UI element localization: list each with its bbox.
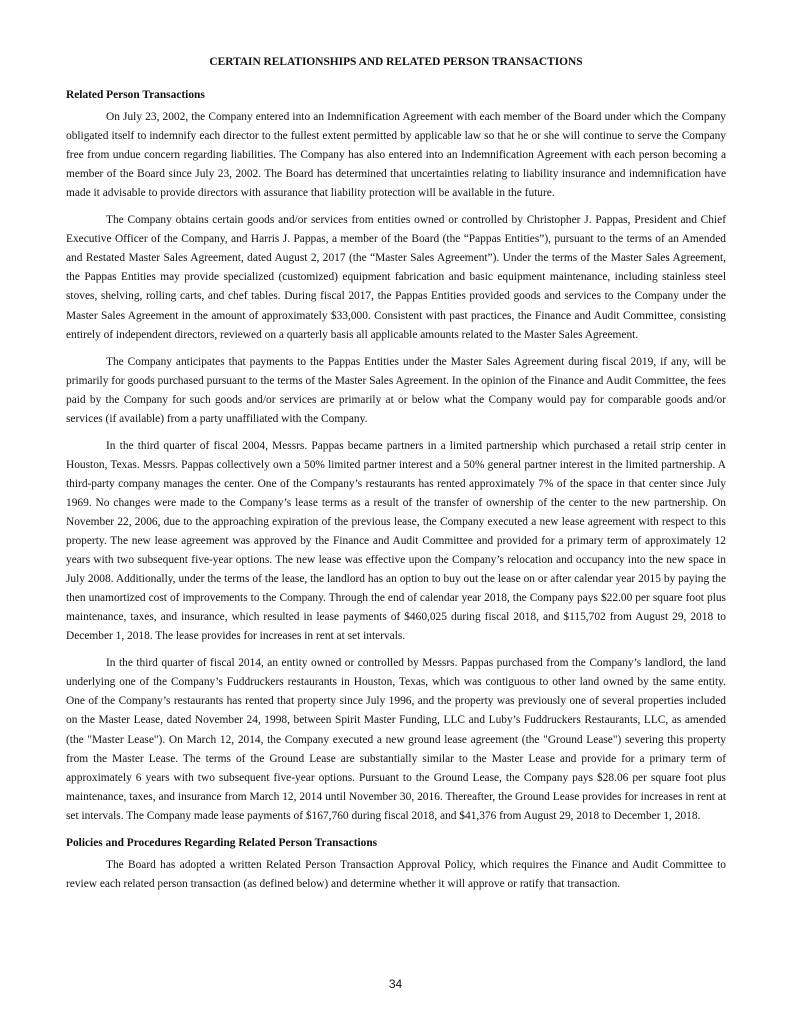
paragraph-approval-policy: The Board has adopted a written Related Person Transaction Approval Policy, which requires the Finance and Audit Committee to review each related person transaction (as defined below) and determine whether it will approve or ratify that transaction.	[66, 858, 726, 890]
page-number: 34	[388, 977, 403, 991]
paragraph-fiscal-2019-payments: The Company anticipates that payments to the Pappas Entities under the Master Sales Agreement during fiscal 2019, if any, will be primarily for goods purchased pursuant to the terms of the Master Sales Agreement. In the opinion of the Finance and Audit Committee, the fees paid by the Company for such goods and/or services are primarily at or below what the Company would pay for comparable goods and/or services (if available) from a party unaffiliated with the Company.	[66, 355, 726, 425]
section-heading-related-person-transactions: Related Person Transactions	[66, 89, 205, 101]
paragraph-indemnification: On July 23, 2002, the Company entered into an Indemnification Agreement with each member of the Board under which the Company obligated itself to indemnify each director to the fullest extent permitted by applicable law so that he or she will continue to serve the Company free from undue concern regarding liabilities. The Company has also entered into an Indemnification Agreement with each person becoming a member of the Board since July 23, 2002. The Board has determined that uncertainties relating to liability insurance and indemnification have made it advisable to provide directors with assurance that liability protection will be available in the future.	[66, 111, 726, 200]
page-title: CERTAIN RELATIONSHIPS AND RELATED PERSON TRANSACTIONS	[209, 56, 583, 68]
paragraph-ground-lease: In the third quarter of fiscal 2014, an entity owned or controlled by Messrs. Pappas purchased from the Company’s landlord, the land underlying one of the Company’s Fuddruckers restaurants in Houston, Texas, which was contiguous to other land owned by the same entity. One of the Company’s restaurants has rented that property since July 1996, and the property was previously one of several properties included on the Master Lease, dated November 24, 1998, between Spirit Master Funding, LLC and Luby’s Fuddruckers Restaurants, LLC, as amended (the "Master Lease"). On March 12, 2014, the Company executed a new ground lease agreement (the "Ground Lease") severing this property from the Master Lease. The terms of the Ground Lease are substantially similar to the Master Lease and provide for a primary term of approximately 6 years with two subsequent five-year options. Pursuant to the Ground Lease, the Company pays $28.06 per square foot plus maintenance, taxes, and insurance from March 12, 2014 until November 30, 2016. Thereafter, the Ground Lease provides for increases in rent at set intervals. The Company made lease payments of $167,760 during fiscal 2018, and $41,376 from August 29, 2018 to December 1, 2018.	[66, 657, 726, 822]
document-page	[66, 52, 726, 902]
section-heading-policies-procedures: Policies and Procedures Regarding Related Person Transactions	[66, 836, 378, 849]
paragraph-strip-center-lease: In the third quarter of fiscal 2004, Messrs. Pappas became partners in a limited partnership which purchased a retail strip center in Houston, Texas. Messrs. Pappas collectively own a 50% limited partner interest and a 50% general partner interest in the limited partnership. A third-party company manages the center. One of the Company’s restaurants has rented approximately 7% of the space in that center since July 1969. No changes were made to the Company’s lease terms as a result of the transfer of ownership of the center to the new partnership. On November 22, 2006, due to the approaching expiration of the previous lease, the Company executed a new lease agreement with respect to this property. The new lease agreement was approved by the Finance and Audit Committee and provided for a primary term of approximately 12 years with two subsequent five-year options. The new lease was effective upon the Company’s relocation and occupancy into the new space in July 2008. Additionally, under the terms of the lease, the landlord has an option to buy out the lease on or after calendar year 2015 by paying the then unamortized cost of improvements to the Company. Through the end of calendar year 2018, the Company pays $22.00 per square foot plus maintenance, taxes, and insurance, which resulted in lease payments of $460,025 during fiscal 2018, and $115,702 from August 29, 2018 to December 1, 2018. The lease provides for increases in rent at set intervals.	[66, 439, 726, 643]
paragraph-master-sales-agreement: The Company obtains certain goods and/or services from entities owned or controlled by Christopher J. Pappas, President and Chief Executive Officer of the Company, and Harris J. Pappas, a member of the Board (the “Pappas Entities”), pursuant to the terms of an Amended and Restated Master Sales Agreement, dated August 2, 2017 (the “Master Sales Agreement”). Under the terms of the Master Sales Agreement, the Pappas Entities may provide specialized (customized) equipment fabrication and basic equipment maintenance, including stainless steel stoves, shelving, rolling carts, and chef tables. During fiscal 2017, the Pappas Entities provided goods and services to the Company under the Master Sales Agreement in the amount of approximately $33,000. Consistent with past practices, the Finance and Audit Committee, consisting entirely of independent directors, reviewed on a quarterly basis all applicable amounts related to the Master Sales Agreement.	[66, 214, 726, 341]
